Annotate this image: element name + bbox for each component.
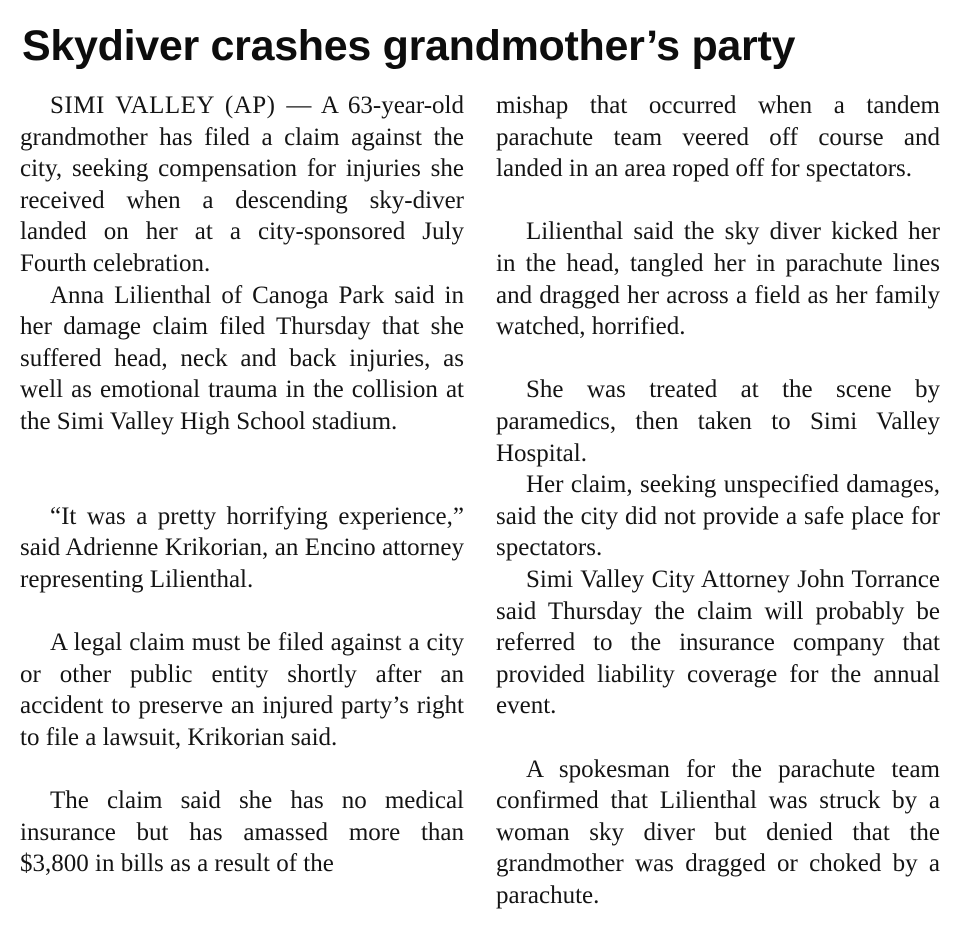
- article-column-left: [20, 90, 464, 880]
- article-paragraph: [20, 90, 464, 280]
- article-paragraph: She was treated at the scene by paramedics, then taken to Simi Valley Hospital.: [496, 376, 940, 467]
- paragraph-text: A 63-year-old grandmother has filed a claim against the city, seeking compensation for injuries she received when a descending sky-diver landed on her at a city-sponsored July Fourth celebration.: [20, 92, 464, 277]
- article-paragraph: The claim said she has no medical insurance but has amassed more than $3,800 in bills as a result of the: [20, 787, 464, 878]
- article-paragraph: “It was a pretty horrifying experience,” said Adrienne Krikorian, an Encino attorney representing Lilienthal.: [20, 502, 464, 593]
- article-paragraph: A legal claim must be filed against a city or other public entity shortly after an accident to preserve an injured party’s right to file a lawsuit, Krikorian said.: [20, 629, 464, 751]
- headline: Skydiver crashes grandmother’s party: [22, 22, 796, 70]
- dateline: SIMI VALLEY (AP) —: [50, 92, 312, 119]
- article-paragraph: Lilienthal said the sky diver kicked her in the head, tangled her in parachute lines and dragged her across a field as her family watched, horrified.: [496, 218, 940, 341]
- article-paragraph: Her claim, seeking unspecified damages, said the city did not provide a safe place for spectators.: [496, 471, 940, 562]
- article-paragraph: mishap that occurred when a tandem parachute team veered off course and landed in an area roped off for spectators.: [496, 92, 940, 183]
- article-column-right: [496, 90, 940, 912]
- article-paragraph: A spokesman for the parachute team confirmed that Lilienthal was struck by a woman sky diver but denied that the grandmother was dragged or choked by a parachute.: [496, 755, 940, 909]
- article-paragraph: Anna Lilienthal of Canoga Park said in her damage claim filed Thursday that she suffered head, neck and back injuries, as well as emotional trauma in the collision at the Simi Valley High School stadium.: [20, 281, 464, 435]
- article-paragraph: Simi Valley City Attorney John Torrance said Thursday the claim will probably be referred to the insurance company that provided liability coverage for the annual event.: [496, 565, 940, 720]
